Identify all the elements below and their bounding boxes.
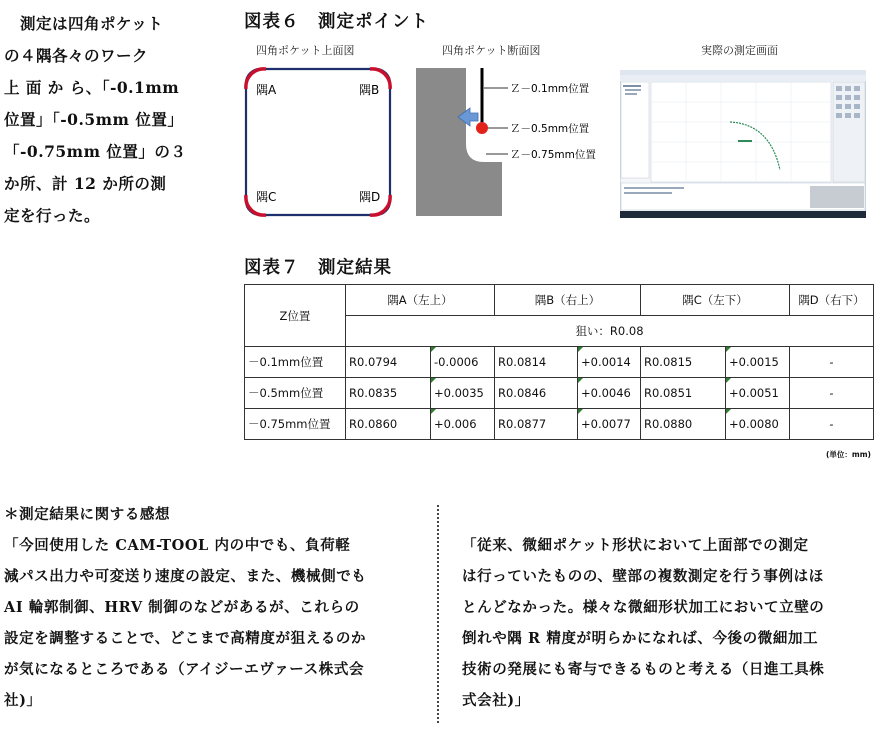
impression-line: 「今回使用した CAM-TOOL 内の中でも、負荷軽 [4,537,351,554]
header-corner-b: 隅B（右上） [495,285,641,316]
corner-a-value: R0.0835 [346,378,431,409]
pocket-top-view-diagram [244,67,392,217]
intro-line: か所、計 12 か所の測 [4,174,167,193]
screen-preview [810,186,864,208]
section-view-caption: 四角ポケット断面図 [442,44,541,57]
impression-line: とんどなかった。様々な微細形状加工において立壁の [462,599,825,616]
impression-line: 「従来、微細ポケット形状において上面部での測定 [462,537,809,554]
corner-c-value: R0.0880 [641,409,726,440]
intro-line: 位置」「-0.5mm 位置」 [4,110,184,129]
impression-line: が気になるところである（アイジーエヴァース株式会 [4,661,365,678]
tree-item [625,89,641,91]
intro-line: 上 面 か ら、「-0.1mm [4,78,180,97]
corner-b-diff: +0.0046 [578,378,641,409]
corner-c-label: 隅C [256,190,277,204]
column-divider [437,505,439,723]
z-position-cell: －0.75mm位置 [245,409,346,440]
intro-line: 「-0.75mm 位置」の３ [4,142,187,161]
tree-item [623,85,641,87]
intro-line: 定を行った。 [4,206,101,225]
top-view-caption: 四角ポケット上面図 [256,44,355,57]
corner-b-diff: +0.0077 [578,409,641,440]
impression-line: 社)」 [4,692,42,709]
header-corner-a: 隅A（左上） [346,285,495,316]
impression-line [462,499,876,530]
table-row [245,409,874,440]
workpiece-wall [416,68,502,216]
impression-line: AI 輪郭制御、HRV 制御のなどがあるが、これらの [4,599,360,616]
corner-c-diff: +0.0051 [726,378,790,409]
figure7-title: 図表７ 測定結果 [244,258,392,278]
figure6-title: 図表６ 測定ポイント [244,12,429,32]
corner-b-value: R0.0877 [495,409,578,440]
header-corner-c: 隅C（左下） [641,285,790,316]
impression-line: 設定を調整することで、どこまで高精度が狙えるのか [4,630,367,647]
impression-right-column [462,499,876,716]
impression-left-column [4,499,428,716]
z-position-cell: －0.1mm位置 [245,347,346,378]
corner-c-diff: +0.0080 [726,409,790,440]
corner-c-value: R0.0851 [641,378,726,409]
corner-b-value: R0.0814 [495,347,578,378]
corner-a-diff: +0.006 [431,409,495,440]
table-row [245,378,874,409]
corner-c-diff: +0.0015 [726,347,790,378]
label-z-075: Ｚ－0.75mm位置 [510,149,596,161]
screen-taskbar [620,211,866,218]
measurement-results-table [244,284,874,440]
intro-line: 測定は四角ポケット [4,14,164,33]
header-corner-d: 隅D（右下） [790,285,874,316]
table-header-row [245,285,874,316]
impression-line: 式会社)」 [462,692,530,709]
probe-ball [476,122,488,134]
pocket-section-diagram [412,64,612,220]
corner-a-label: 隅A [256,83,277,97]
tree-item [625,93,637,95]
unit-note: (単位：mm) [826,450,871,459]
screen-caption: 実際の測定画面 [701,44,778,57]
corner-d-value: - [790,347,874,378]
result-list-row [624,192,672,194]
corner-a-diff: -0.0006 [431,347,495,378]
corner-d-value: - [790,378,874,409]
screen-curve-label [738,140,752,142]
screen-tree-panel [621,82,649,178]
result-list-row [624,187,684,189]
impression-line: は行っていたものの、壁部の複数測定を行う事例はほ [462,568,824,585]
label-z-05: Ｚ－0.5mm位置 [510,123,590,135]
impression-line: 倒れや隅 R 精度が明らかになれば、今後の微細加工 [462,630,819,647]
label-z-01: Ｚ－0.1mm位置 [510,83,590,95]
screen-menubar [620,70,866,75]
impression-heading: ＊測定結果に関する感想 [4,506,171,523]
header-z-position: Z位置 [245,285,346,347]
corner-c-value: R0.0815 [641,347,726,378]
corner-d-value: - [790,409,874,440]
impression-line: 減パス出力や可変送り速度の設定、また、機械側でも [4,568,367,585]
z-position-cell: －0.5mm位置 [245,378,346,409]
impression-line: 技術の発展にも寄与できるものと考える（日進工具株 [462,661,825,678]
corner-a-value: R0.0860 [346,409,431,440]
corner-b-diff: +0.0014 [578,347,641,378]
intro-line: の４隅各々のワーク [4,46,149,65]
screen-toolbar [620,75,866,81]
target-radius: 狙い：R0.08 [346,316,874,347]
corner-b-value: R0.0846 [495,378,578,409]
corner-a-value: R0.0794 [346,347,431,378]
corner-b-label: 隅B [359,83,380,97]
corner-d-label: 隅D [359,190,381,204]
measurement-screen-image [620,70,866,218]
intro-paragraph [4,8,234,232]
table-row [245,347,874,378]
screen-graph-area [651,82,831,182]
corner-a-diff: +0.0035 [431,378,495,409]
